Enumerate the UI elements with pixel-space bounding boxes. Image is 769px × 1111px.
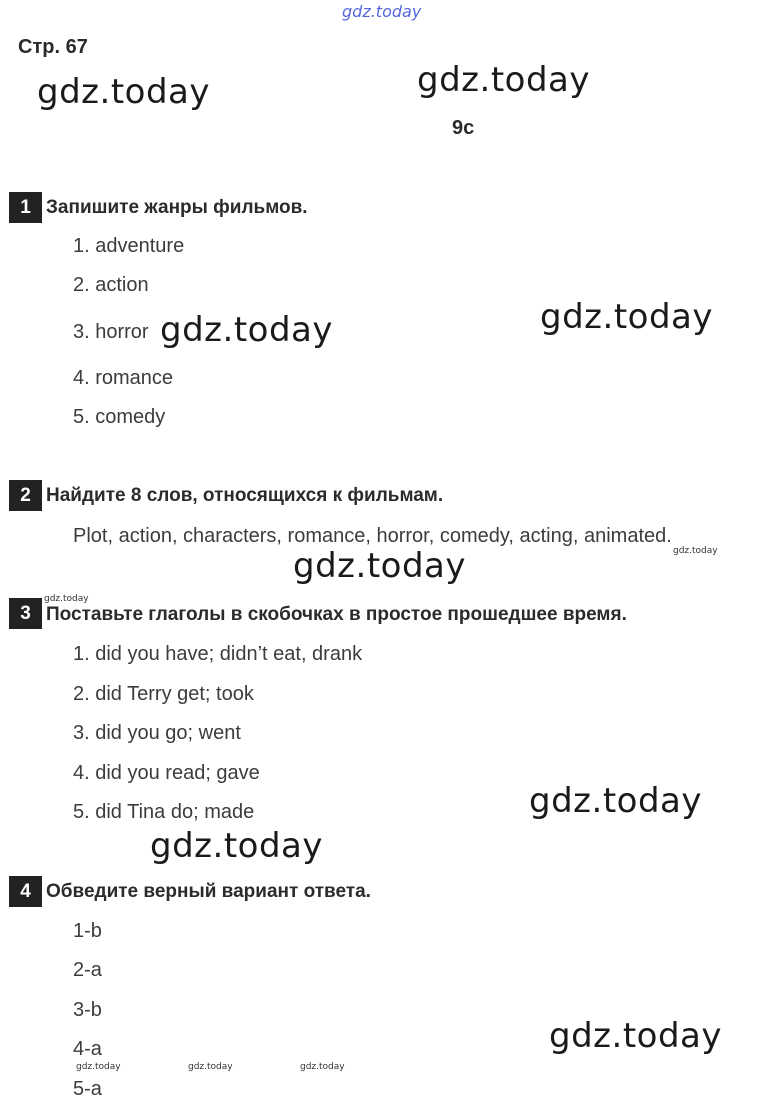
answer-item: 1. did you have; didn’t eat, drank [73, 643, 363, 665]
watermark-top: gdz.today [342, 2, 422, 21]
watermark-small: gdz.today [44, 594, 89, 604]
watermark-small: gdz.today [76, 1062, 121, 1072]
task-title: Обведите верный вариант ответа. [46, 881, 371, 902]
answer-item: 5. comedy [73, 406, 166, 428]
watermark-small: gdz.today [188, 1062, 233, 1072]
answer-item: 4. romance [73, 367, 174, 389]
answer-item: 1-b [73, 920, 102, 942]
answer-item: 1. adventure [73, 235, 185, 257]
answer-item: 5-a [73, 1078, 102, 1100]
answer-item: 2. did Terry get; took [73, 683, 254, 705]
page-number-label: Стр. 67 [18, 36, 88, 58]
watermark: gdz.today [160, 310, 333, 350]
task-number-badge: 1 [9, 192, 42, 223]
answer-item: 5. did Tina do; made [73, 801, 255, 823]
task-title: Поставьте глаголы в скобочках в простое прошедшее время. [46, 604, 627, 625]
answer-item: 3. did you go; went [73, 722, 241, 744]
watermark: gdz.today [549, 1016, 722, 1056]
answer-item: 2-a [73, 959, 102, 981]
watermark-small: gdz.today [673, 546, 718, 556]
watermark: gdz.today [529, 781, 702, 821]
answer-item: 4. did you read; gave [73, 762, 260, 784]
watermark: gdz.today [293, 546, 466, 586]
watermark: gdz.today [150, 826, 323, 866]
watermark: gdz.today [37, 72, 210, 112]
task-number-badge: 2 [9, 480, 42, 511]
task-title: Запишите жанры фильмов. [46, 197, 308, 218]
grade-label: 9c [452, 117, 475, 139]
task-number-badge: 4 [9, 876, 42, 907]
answer-item: 4-a [73, 1038, 102, 1060]
task-title: Найдите 8 слов, относящихся к фильмам. [46, 485, 444, 506]
task-number-badge: 3 [9, 598, 42, 629]
answer-item: 3-b [73, 999, 102, 1021]
answer-item: 2. action [73, 274, 149, 296]
answer-item: 3. horror [73, 321, 149, 343]
answer-item: Plot, action, characters, romance, horror, comedy, acting, animated. [73, 525, 672, 547]
watermark: gdz.today [417, 60, 590, 100]
watermark-small: gdz.today [300, 1062, 345, 1072]
watermark: gdz.today [540, 297, 713, 337]
